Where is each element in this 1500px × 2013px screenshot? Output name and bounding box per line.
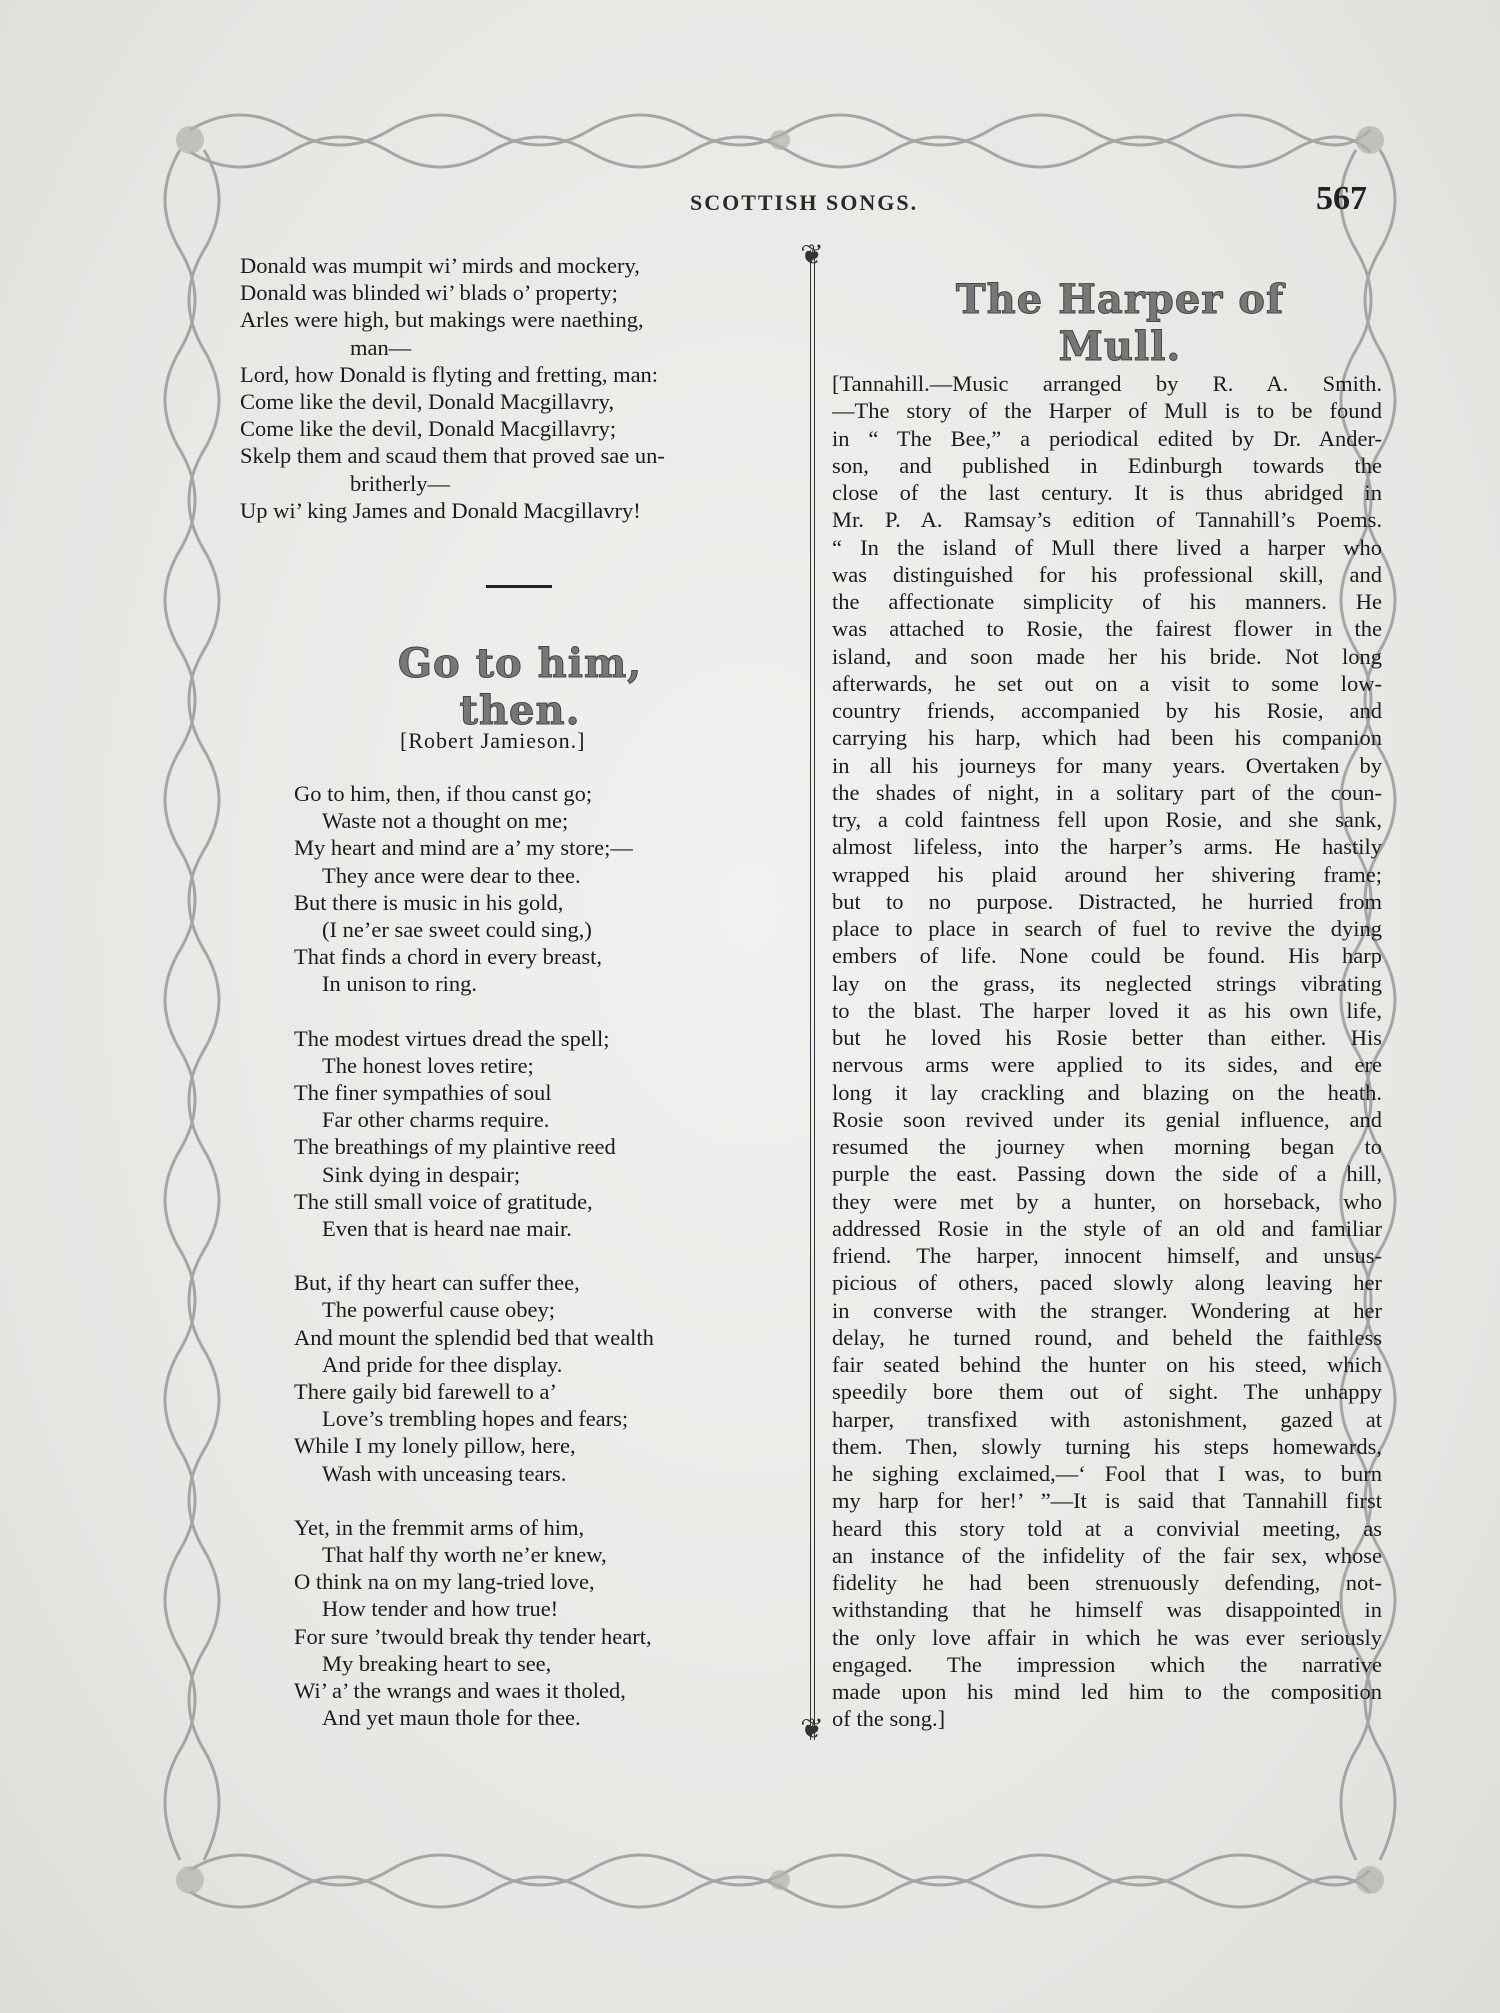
article-line: made upon his mind led him to the composition bbox=[832, 1679, 1382, 1704]
page-number: 567 bbox=[1316, 180, 1367, 217]
poem-body bbox=[294, 780, 794, 1759]
article-line: lay on the grass, its neglected strings vibrating bbox=[832, 970, 1382, 996]
poem-line: The breathings of my plaintive reed bbox=[294, 1134, 616, 1160]
fleuron-bottom-icon: ❦ bbox=[800, 1714, 824, 1745]
poem-line: How tender and how true! bbox=[322, 1596, 559, 1622]
running-head: SCOTTISH SONGS. bbox=[690, 190, 919, 215]
poem-line: While I my lonely pillow, here, bbox=[294, 1433, 576, 1459]
poem-line: My heart and mind are a’ my store;— bbox=[294, 835, 633, 861]
article-line: friend. The harper, innocent himself, and unsus- bbox=[832, 1243, 1382, 1268]
article-line: fidelity he had been strenuously defending, not- bbox=[832, 1570, 1382, 1595]
verse-line: Donald was blinded wi’ blads o’ property; bbox=[240, 280, 618, 306]
article-title: The Harper of Mull. bbox=[955, 276, 1285, 370]
stanza bbox=[294, 1514, 794, 1732]
article-line: in “ The Bee,” a periodical edited by Dr. Ander- bbox=[832, 425, 1382, 451]
poem-line: My breaking heart to see, bbox=[322, 1650, 552, 1676]
article-line: the affectionate simplicity of his manners. He bbox=[832, 589, 1382, 614]
article-line: close of the last century. It is thus abridged in bbox=[832, 480, 1382, 505]
verse-line: Donald was mumpit wi’ mirds and mockery, bbox=[240, 253, 640, 278]
poem-title: Go to him, then. bbox=[397, 640, 643, 734]
verse-line: Arles were high, but makings were naething, bbox=[240, 307, 644, 333]
poem-line: Wash with unceasing tears. bbox=[322, 1460, 567, 1486]
article-line: my harp for her!’ ”—It is said that Tannahill first bbox=[832, 1488, 1382, 1514]
verse-line: Come like the devil, Donald Macgillavry, bbox=[240, 389, 615, 415]
poem-line: Love’s trembling hopes and fears; bbox=[322, 1406, 629, 1432]
poem-line: Waste not a thought on me; bbox=[322, 808, 569, 834]
article-line: but to no purpose. Distracted, he hurried from bbox=[832, 888, 1382, 914]
poem-line: That finds a chord in every breast, bbox=[294, 944, 603, 970]
article-line: they were met by a hunter, on horseback, who bbox=[832, 1188, 1382, 1214]
article-line: in all his journeys for many years. Overtaken by bbox=[832, 752, 1382, 778]
poem-line: Yet, in the fremmit arms of him, bbox=[294, 1514, 585, 1540]
poem-line: But, if thy heart can suffer thee, bbox=[294, 1270, 580, 1296]
poem-line: There gaily bid farewell to a’ bbox=[294, 1379, 558, 1405]
article-line: the shades of night, in a solitary part of the coun- bbox=[832, 779, 1382, 805]
article-line: delay, he turned round, and beheld the faithless bbox=[832, 1324, 1382, 1350]
poem-line: That half thy worth ne’er knew, bbox=[322, 1542, 607, 1568]
poem-author: [Robert Jamieson.] bbox=[400, 728, 586, 753]
section-rule bbox=[486, 585, 552, 588]
poem-line: The still small voice of gratitude, bbox=[294, 1188, 593, 1214]
article-line: resumed the journey when morning began to bbox=[832, 1134, 1382, 1159]
stanza bbox=[294, 1025, 794, 1243]
article-line: picious of others, paced slowly along leaving her bbox=[832, 1270, 1382, 1296]
poem-line: Far other charms require. bbox=[322, 1107, 550, 1133]
article-line: son, and published in Edinburgh towards the bbox=[832, 452, 1382, 478]
article-line: an instance of the infidelity of the fair sex, whose bbox=[832, 1542, 1382, 1568]
continued-verse bbox=[240, 252, 800, 524]
stanza bbox=[294, 1269, 794, 1487]
poem-line: Go to him, then, if thou canst go; bbox=[294, 781, 593, 806]
article-line: he sighing exclaimed,—‘ Fool that I was, to burn bbox=[832, 1461, 1382, 1486]
article-line: heard this story told at a convivial meeting, as bbox=[832, 1515, 1382, 1541]
article-line: place to place in search of fuel to revive the dying bbox=[832, 916, 1382, 941]
article-line: to the blast. The harper loved it as his own life, bbox=[832, 997, 1382, 1023]
article-line: fair seated behind the hunter on his steed, which bbox=[832, 1352, 1382, 1377]
poem-line: Sink dying in despair; bbox=[322, 1161, 521, 1187]
poem-line: (I ne’er sae sweet could sing,) bbox=[322, 917, 592, 943]
poem-line: The finer sympathies of soul bbox=[294, 1080, 552, 1106]
article-line: Rosie soon revived under its genial influence, and bbox=[832, 1106, 1382, 1132]
poem-line: In unison to ring. bbox=[322, 971, 477, 997]
article-line: try, a cold faintness fell upon Rosie, and she sank, bbox=[832, 807, 1382, 832]
article-line: country friends, accompanied by his Rosie, and bbox=[832, 698, 1382, 723]
article-line: Mr. P. A. Ramsay’s edition of Tannahill’s Poems. bbox=[832, 507, 1382, 533]
poem-line: The honest loves retire; bbox=[322, 1052, 534, 1078]
article-line: was distinguished for his professional skill, and bbox=[832, 561, 1382, 587]
article-line: carrying his harp, which had been his companion bbox=[832, 725, 1382, 751]
article-line: —The story of the Harper of Mull is to be found bbox=[832, 398, 1382, 424]
article-line: embers of life. None could be found. His harp bbox=[832, 943, 1382, 969]
article-line: [Tannahill.—Music arranged by R. A. Smith. bbox=[832, 371, 1382, 396]
article-line: speedily bore them out of sight. The unhappy bbox=[832, 1379, 1382, 1405]
poem-line: Even that is heard nae mair. bbox=[322, 1216, 572, 1242]
article-line: the only love affair in which he was ever seriously bbox=[832, 1624, 1382, 1650]
article-line: them. Then, slowly turning his steps homewards, bbox=[832, 1433, 1382, 1459]
article-line: addressed Rosie in the style of an old and familiar bbox=[832, 1215, 1382, 1241]
article-line: but he loved his Rosie better than either. His bbox=[832, 1025, 1382, 1050]
article-line: engaged. The impression which the narrative bbox=[832, 1651, 1382, 1677]
column-divider bbox=[810, 250, 815, 1740]
poem-line: The powerful cause obey; bbox=[322, 1297, 556, 1323]
article-line: almost lifeless, into the harper’s arms. He hastily bbox=[832, 834, 1382, 860]
article-line: of the song.] bbox=[832, 1706, 946, 1732]
poem-line: And pride for thee display. bbox=[322, 1351, 563, 1377]
article-line: “ In the island of Mull there lived a harper who bbox=[832, 534, 1382, 560]
article-line: afterwards, he set out on a visit to some low- bbox=[832, 670, 1382, 696]
verse-line: britherly— bbox=[350, 470, 450, 496]
article-line: in converse with the stranger. Wondering at her bbox=[832, 1297, 1382, 1323]
article-line: island, and soon made her his bride. Not long bbox=[832, 643, 1382, 669]
article-line: harper, transfixed with astonishment, gazed at bbox=[832, 1406, 1382, 1432]
article-body bbox=[832, 370, 1382, 1733]
poem-line: The modest virtues dread the spell; bbox=[294, 1025, 610, 1051]
article-line: purple the east. Passing down the side of a hill, bbox=[832, 1161, 1382, 1187]
poem-line: Wi’ a’ the wrangs and waes it tholed, bbox=[294, 1678, 626, 1704]
verse-line: Come like the devil, Donald Macgillavry; bbox=[240, 416, 617, 442]
verse-line: Skelp them and scaud them that proved sae un- bbox=[240, 443, 665, 469]
poem-line: They ance were dear to thee. bbox=[322, 862, 581, 888]
poem-line: But there is music in his gold, bbox=[294, 889, 564, 915]
fleuron-top-icon: ❦ bbox=[800, 240, 824, 271]
article-line: was attached to Rosie, the fairest flower in the bbox=[832, 616, 1382, 642]
poem-line: And yet maun thole for thee. bbox=[322, 1705, 581, 1731]
poem-line: And mount the splendid bed that wealth bbox=[294, 1324, 654, 1350]
stanza bbox=[294, 780, 794, 998]
verse-line: Up wi’ king James and Donald Macgillavry! bbox=[240, 497, 641, 523]
poem-line: O think na on my lang-tried love, bbox=[294, 1569, 595, 1595]
article-line: long it lay crackling and blazing on the heath. bbox=[832, 1079, 1382, 1105]
poem-line: For sure ’twould break thy tender heart, bbox=[294, 1623, 652, 1649]
article-line: wrapped his plaid around her shivering frame; bbox=[832, 861, 1382, 887]
article-line: withstanding that he himself was disappointed in bbox=[832, 1597, 1382, 1623]
article-line: nervous arms were applied to its sides, and ere bbox=[832, 1052, 1382, 1078]
verse-line: Lord, how Donald is flyting and fretting, man: bbox=[240, 361, 659, 387]
verse-line: man— bbox=[350, 334, 412, 360]
